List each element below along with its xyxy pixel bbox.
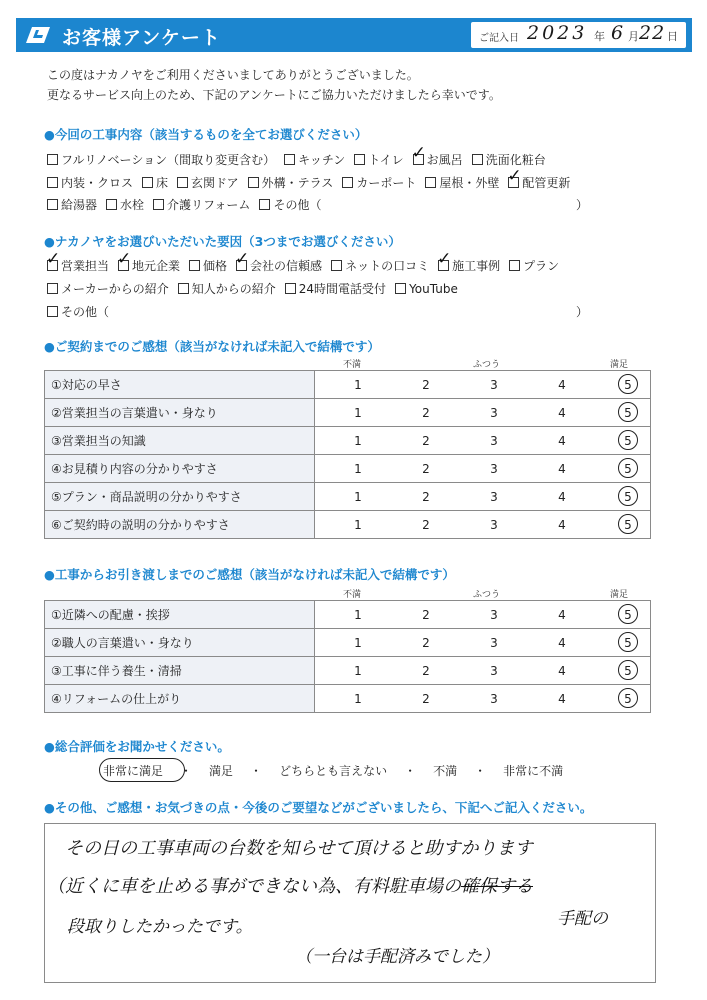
option-item[interactable] [354, 151, 403, 168]
rating-option[interactable]: 1 [354, 608, 362, 622]
selected-circle [618, 402, 638, 422]
q2rows-row [47, 280, 467, 297]
checkbox[interactable] [248, 177, 259, 188]
q2rows-row [46, 249, 568, 274]
q4-rating-table [44, 600, 651, 713]
rating-option[interactable]: 3 [490, 518, 498, 532]
option-label: フルリノベーション（間取り変更含む） [61, 153, 276, 167]
checkbox[interactable] [106, 199, 117, 210]
selected-circle [618, 632, 638, 652]
separator: ・ [404, 764, 417, 778]
rating-option[interactable]: 5 [624, 490, 632, 504]
rating-option[interactable]: 2 [422, 692, 430, 706]
rating-row [45, 483, 651, 511]
option-item[interactable] [395, 282, 458, 296]
rating-row [45, 685, 651, 713]
check-mark-icon: ✓ [507, 166, 522, 186]
rating-option[interactable]: 4 [558, 378, 566, 392]
rating-question: ②営業担当の言葉遣い・身なり [45, 399, 315, 427]
checkbox[interactable] [47, 306, 58, 317]
comment-line-4: （一台は手配済みでした） [295, 947, 499, 967]
option-item[interactable] [285, 280, 386, 297]
rating-scale[interactable] [315, 601, 651, 629]
checkbox[interactable] [47, 283, 58, 294]
rating-scale[interactable] [315, 629, 651, 657]
q1rows-row [47, 166, 579, 191]
rating-option[interactable]: 2 [422, 462, 430, 476]
option-item[interactable] [284, 151, 345, 168]
option-label: 24時間電話受付 [298, 282, 387, 296]
q3-rating-table [44, 370, 651, 539]
option-label: ネットの口コミ [345, 259, 430, 273]
rating-option[interactable]: 3 [490, 434, 498, 448]
checkbox[interactable] [178, 283, 189, 294]
rating-option[interactable]: 3 [490, 664, 498, 678]
option-label: 施工事例 [452, 259, 501, 273]
comment-line-2c: 手配の [557, 909, 608, 929]
q1rows-row [47, 143, 555, 168]
rating-option[interactable]: 3 [490, 406, 498, 420]
checkbox[interactable] [47, 199, 58, 210]
option-label: 洗面化粧台 [485, 153, 546, 167]
rating-option[interactable]: 1 [354, 462, 362, 476]
selected-circle [618, 458, 638, 478]
rating-question: ④リフォームの仕上がり [45, 685, 315, 713]
checkbox[interactable] [153, 199, 164, 210]
option-label: その他（ [61, 305, 110, 319]
rating-row [45, 657, 651, 685]
rating-scale[interactable] [315, 427, 651, 455]
rating-scale[interactable] [315, 371, 651, 399]
rating-row [45, 399, 651, 427]
intro-line-1: この度はナカノヤをご利用くださいましてありがとうございました。 [47, 68, 419, 82]
rating-option[interactable]: 5 [624, 608, 632, 622]
checkbox[interactable] [354, 154, 365, 165]
rating-option[interactable]: 5 [624, 518, 632, 532]
option-item[interactable] [411, 143, 463, 168]
checkbox[interactable] [395, 283, 406, 294]
date-year: 2023 [527, 22, 588, 44]
rating-option[interactable]: 4 [558, 434, 566, 448]
check-mark-icon: ✓ [117, 249, 132, 269]
separator: ・ [250, 764, 263, 778]
option-item[interactable] [47, 174, 133, 191]
checkbox[interactable] [177, 177, 188, 188]
checkbox[interactable] [331, 260, 342, 271]
selected-circle [618, 430, 638, 450]
q2rows-row [47, 303, 118, 320]
scale-label: 不満 [343, 590, 362, 600]
overall-option[interactable]: 非常に満足 [103, 764, 164, 778]
rating-option[interactable]: 2 [422, 636, 430, 650]
scale-label: 不満 [343, 360, 362, 370]
selected-circle [618, 374, 638, 394]
rating-row [45, 427, 651, 455]
overall-option[interactable]: 満足 [209, 764, 234, 778]
checkbox[interactable] [284, 154, 295, 165]
option-label: 内装・クロス [61, 176, 134, 190]
day-unit: 日 [667, 30, 678, 43]
rating-option[interactable]: 3 [490, 636, 498, 650]
rating-option[interactable]: 3 [490, 490, 498, 504]
q5-title: ●総合評価をお聞かせください。 [44, 739, 230, 754]
rating-question: ⑥ご契約時の説明の分かりやすさ [45, 511, 315, 539]
rating-option[interactable]: 4 [558, 608, 566, 622]
option-item[interactable] [46, 249, 110, 274]
rating-question: ⑤プラン・商品説明の分かりやすさ [45, 483, 315, 511]
option-label: YouTube [409, 282, 458, 296]
date-month: 6 [611, 22, 624, 44]
rating-question: ①対応の早さ [45, 371, 315, 399]
checkbox[interactable] [47, 154, 58, 165]
option-label: 価格 [203, 259, 228, 273]
overall-option[interactable]: どちらとも言えない [279, 764, 388, 778]
rating-option[interactable]: 3 [490, 462, 498, 476]
checkbox[interactable] [509, 260, 520, 271]
q6-title: ●その他、ご感想・お気づきの点・今後のご要望などがございましたら、下記へご記入ください。 [44, 800, 593, 815]
rating-option[interactable]: 1 [354, 406, 362, 420]
rating-question: ④お見積り内容の分かりやすさ [45, 455, 315, 483]
separator: ・ [474, 764, 487, 778]
rating-option[interactable]: 5 [624, 664, 632, 678]
option-item[interactable] [437, 249, 501, 274]
selected-circle [618, 688, 638, 708]
option-label: カーポート [356, 176, 417, 190]
rating-question: ②職人の言葉遣い・身なり [45, 629, 315, 657]
q1rows-row [47, 196, 330, 213]
rating-row [45, 371, 651, 399]
rating-scale[interactable] [315, 455, 651, 483]
paren-close: ） [576, 198, 589, 212]
rating-option[interactable]: 2 [422, 406, 430, 420]
year-unit: 年 [594, 30, 605, 43]
comment-line-2 [47, 872, 533, 898]
q3-title: ●ご契約までのご感想（該当がなければ未記入で結構です） [44, 339, 380, 354]
option-item[interactable] [425, 174, 499, 191]
option-label: 屋根・外壁 [439, 176, 500, 190]
rating-option[interactable]: 4 [558, 664, 566, 678]
rating-option[interactable]: 4 [558, 462, 566, 476]
option-item[interactable] [259, 196, 321, 213]
option-label: メーカーからの紹介 [61, 282, 169, 296]
option-label: 介護リフォーム [167, 198, 251, 212]
rating-option[interactable]: 5 [624, 434, 632, 448]
option-label: 給湯器 [61, 198, 98, 212]
q4-title: ●工事からお引き渡しまでのご感想（該当がなければ未記入で結構です） [44, 567, 455, 582]
month-unit: 月 [628, 30, 639, 43]
rating-row [45, 455, 651, 483]
option-item[interactable] [509, 257, 559, 274]
option-item[interactable] [342, 174, 416, 191]
checkbox[interactable] [425, 177, 436, 188]
rating-row [45, 601, 651, 629]
option-item[interactable] [177, 174, 239, 191]
rating-option[interactable]: 4 [558, 490, 566, 504]
rating-question: ③営業担当の知識 [45, 427, 315, 455]
overall-option[interactable]: 非常に不満 [503, 764, 564, 778]
checkbox[interactable] [142, 177, 153, 188]
option-label: その他（ [273, 198, 322, 212]
checkbox[interactable] [189, 260, 200, 271]
selected-circle [618, 604, 638, 624]
checkbox[interactable] [472, 154, 483, 165]
option-label: 配管更新 [522, 176, 571, 190]
rating-option[interactable]: 4 [558, 636, 566, 650]
scale-label: 満足 [610, 360, 629, 370]
check-mark-icon: ✓ [437, 249, 452, 269]
option-item[interactable] [153, 196, 250, 213]
rating-option[interactable]: 5 [624, 462, 632, 476]
rating-option[interactable]: 4 [558, 692, 566, 706]
rating-question: ①近隣への配慮・挨拶 [45, 601, 315, 629]
company-logo-icon [24, 25, 52, 45]
rating-scale[interactable] [315, 511, 651, 539]
option-item[interactable] [178, 280, 276, 297]
option-label: 水栓 [120, 198, 145, 212]
rating-row [45, 629, 651, 657]
checkbox[interactable] [285, 283, 296, 294]
rating-option[interactable]: 1 [354, 434, 362, 448]
overall-option[interactable]: 不満 [433, 764, 458, 778]
rating-option[interactable]: 4 [558, 406, 566, 420]
option-item[interactable] [106, 196, 144, 213]
checkbox[interactable] [47, 177, 58, 188]
rating-option[interactable]: 5 [624, 378, 632, 392]
selected-circle [618, 486, 638, 506]
rating-question: ③工事に伴う養生・清掃 [45, 657, 315, 685]
rating-scale[interactable] [315, 657, 651, 685]
checkbox[interactable] [342, 177, 353, 188]
rating-scale[interactable] [315, 399, 651, 427]
selected-circle [618, 514, 638, 534]
option-item[interactable] [47, 151, 275, 168]
comment-line-2a: （近くに車を止める事ができない為、有料駐車場の [47, 876, 461, 897]
rating-option[interactable]: 1 [354, 692, 362, 706]
option-label: 地元企業 [132, 259, 181, 273]
scale-label: ふつう [473, 590, 501, 600]
option-label: キッチン [298, 153, 346, 167]
q2-title: ●ナカノヤをお選びいただいた要因（3つまでお選びください） [44, 234, 401, 249]
comment-line-1: その日の工事車両の台数を知らせて頂けると助すかります [65, 838, 533, 859]
date-field[interactable] [471, 22, 686, 48]
option-item[interactable] [47, 303, 109, 320]
rating-option[interactable]: 5 [624, 636, 632, 650]
option-item[interactable] [47, 280, 169, 297]
rating-option[interactable]: 3 [490, 608, 498, 622]
option-item[interactable] [235, 249, 323, 274]
check-mark-icon: ✓ [46, 249, 61, 269]
rating-scale[interactable] [315, 685, 651, 713]
option-item[interactable] [248, 174, 334, 191]
rating-option[interactable]: 1 [354, 636, 362, 650]
overall-options [103, 762, 563, 779]
rating-option[interactable]: 4 [558, 518, 566, 532]
scale-label: 満足 [610, 590, 629, 600]
rating-option[interactable]: 3 [490, 378, 498, 392]
check-mark-icon: ✓ [235, 249, 250, 269]
option-item[interactable] [189, 257, 227, 274]
checkbox[interactable] [259, 199, 270, 210]
option-label: 営業担当 [61, 259, 110, 273]
rating-option[interactable]: 3 [490, 692, 498, 706]
option-label: 知人からの紹介 [191, 282, 276, 296]
rating-option[interactable]: 2 [422, 518, 430, 532]
option-label: お風呂 [426, 153, 463, 167]
option-item[interactable] [331, 257, 429, 274]
comment-area[interactable] [44, 823, 656, 983]
option-label: 会社の信頼感 [250, 259, 323, 273]
rating-option[interactable]: 1 [354, 518, 362, 532]
rating-option[interactable]: 1 [354, 664, 362, 678]
option-item[interactable] [507, 166, 571, 191]
selected-circle [618, 660, 638, 680]
option-item[interactable] [47, 196, 97, 213]
comment-line-2b: 確保する [461, 876, 533, 897]
rating-option[interactable]: 2 [422, 608, 430, 622]
q1-title: ●今回の工事内容（該当するものを全てお選びください） [44, 127, 368, 142]
rating-option[interactable]: 1 [354, 490, 362, 504]
option-label: プラン [523, 259, 560, 273]
option-label: 外構・テラス [261, 176, 334, 190]
option-label: 玄関ドア [191, 176, 239, 190]
option-label: 床 [156, 176, 169, 190]
option-label: トイレ [368, 153, 404, 167]
rating-option[interactable]: 2 [422, 664, 430, 678]
check-mark-icon: ✓ [411, 143, 426, 163]
rating-option[interactable]: 5 [624, 692, 632, 706]
date-day: 22 [639, 22, 666, 44]
paren-close: ） [576, 305, 589, 319]
comment-line-3: 段取りしたかったです。 [67, 917, 253, 937]
header-bar [16, 18, 692, 52]
intro-line-2: 更なるサービス向上のため、下記のアンケートにご協力いただけましたら幸いです。 [47, 88, 501, 102]
scale-label: ふつう [473, 360, 501, 370]
rating-option[interactable]: 1 [354, 378, 362, 392]
rating-option[interactable]: 2 [422, 434, 430, 448]
separator: ・ [180, 764, 193, 778]
date-label: ご記入日 [479, 33, 519, 44]
rating-scale[interactable] [315, 483, 651, 511]
page-title: お客様アンケート [62, 27, 221, 49]
option-item[interactable] [142, 174, 168, 191]
rating-option[interactable]: 5 [624, 406, 632, 420]
rating-option[interactable]: 2 [422, 490, 430, 504]
rating-row [45, 511, 651, 539]
option-item[interactable] [117, 249, 181, 274]
rating-option[interactable]: 2 [422, 378, 430, 392]
